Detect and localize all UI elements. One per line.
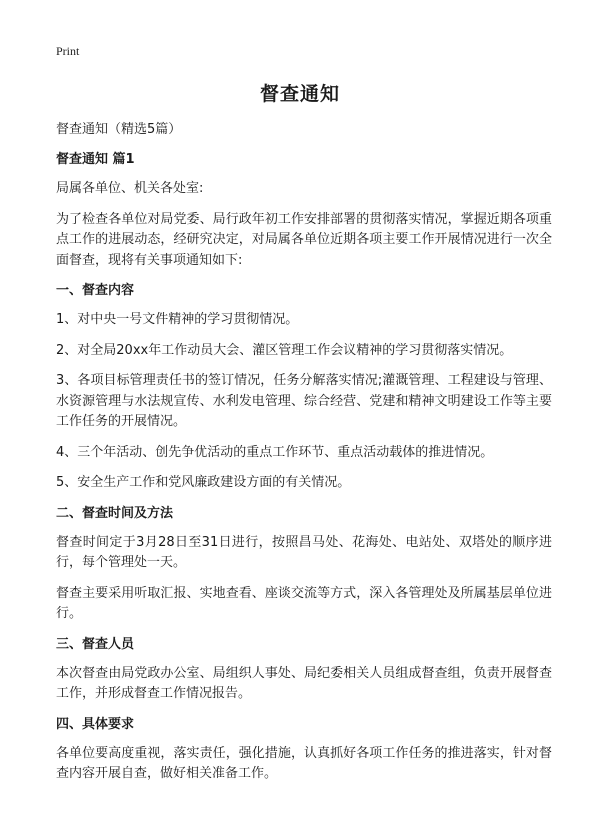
- personnel-paragraph: 本次督查由局党政办公室、局组织人事处、局纪委相关人员组成督查组，负责开展督查工作，并形成督查工作情况报告。: [56, 665, 552, 701]
- section-heading-personnel: 三、督查人员: [56, 636, 135, 652]
- intro-paragraph: 为了检查各单位对局党委、局行政年初工作安排部署的贯彻落实情况，掌握近期各项重点工作的进展动态，经研究决定，对局属各单位近期各项主要工作开展情况进行一次全面督查，现将有关事项通知如下:: [56, 211, 552, 268]
- page-title: 督查通知: [259, 83, 340, 105]
- section-heading-time-method: 二、督查时间及方法: [56, 505, 174, 521]
- content-item: 2、对全局20xx年工作动员大会、灌区管理工作会议精神的学习贯彻落实情况。: [56, 342, 513, 358]
- content-item: 1、对中央一号文件精神的学习贯彻情况。: [56, 312, 299, 327]
- content-item: 3、各项目标管理责任书的签订情况，任务分解落实情况;灌溉管理、工程建设与管理、水资源管理与水法规宣传、水利发电管理、综合经营、党建和精神文明建设工作等主要工作任务的开展情况。: [56, 373, 552, 429]
- requirements-paragraph: 各单位要高度重视，落实责任，强化措施，认真抓好各项工作任务的推进落实，针对督查内容开展自查，做好相关准备工作。: [56, 745, 552, 781]
- content-item: 5、安全生产工作和党风廉政建设方面的有关情况。: [56, 475, 351, 490]
- document-subtitle: 督查通知（精选5篇）: [56, 122, 182, 137]
- content-item: 4、三个年活动、创先争优活动的重点工作环节、重点活动载体的推进情况。: [56, 444, 494, 460]
- salutation: 局属各单位、机关各处室:: [56, 181, 204, 196]
- section-heading-content: 一、督查内容: [56, 283, 135, 298]
- document-body: [56, 120, 552, 795]
- time-paragraph: 督查时间定于3月28日至31日进行，按照昌马处、花海处、电站处、双塔处的顺序进行，每个管理处一天。: [56, 534, 552, 570]
- method-paragraph: 督查主要采用听取汇报、实地查看、座谈交流等方式，深入各管理处及所属基层单位进行。: [56, 585, 552, 621]
- article-heading: 督查通知 篇1: [56, 152, 135, 167]
- section-heading-requirements: 四、具体要求: [56, 716, 135, 732]
- print-label: Print: [56, 44, 80, 58]
